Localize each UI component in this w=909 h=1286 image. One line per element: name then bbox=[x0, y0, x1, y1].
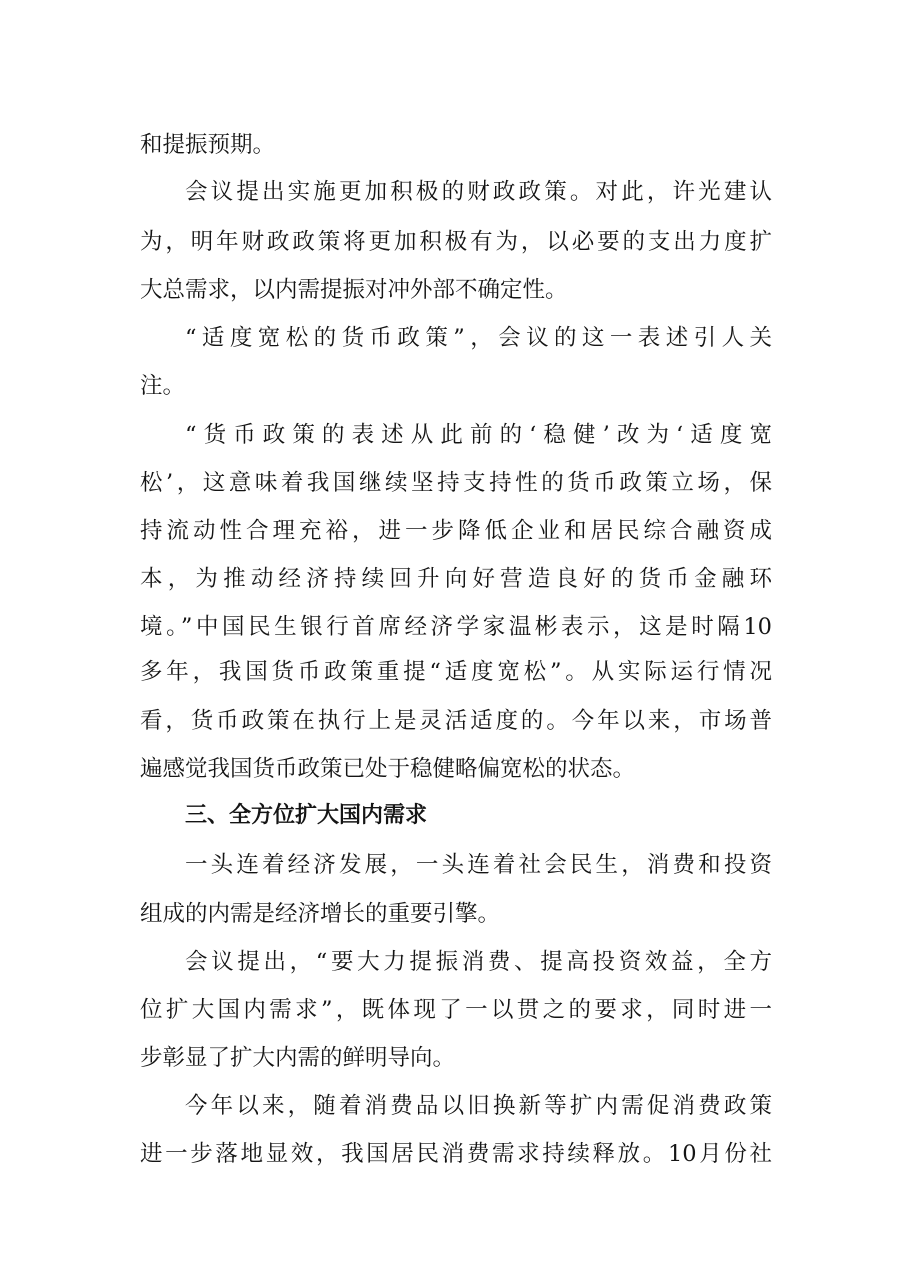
paragraph-line: 遍感觉我国货币政策已处于稳健略偏宽松的状态。 bbox=[140, 756, 636, 782]
paragraph-line: 会议提出，“要大力提振消费、提高投资效益，全方 bbox=[185, 949, 772, 975]
paragraph-line: 注。 bbox=[140, 373, 186, 399]
paragraph-line: 大总需求，以内需提振对冲外部不确定性。 bbox=[140, 277, 568, 303]
paragraph-line: 步彰显了扩大内需的鲜明导向。 bbox=[140, 1045, 456, 1071]
paragraph-line: 持流动性合理充裕，进一步降低企业和居民综合融资成 bbox=[140, 518, 772, 544]
paragraph-line: 今年以来，随着消费品以旧换新等扩内需促消费政策 bbox=[185, 1093, 772, 1119]
paragraph-line: 进一步落地显效，我国居民消费需求持续释放。10月份社 bbox=[140, 1141, 772, 1167]
paragraph-line: 为，明年财政政策将更加积极有为，以必要的支出力度扩 bbox=[140, 229, 772, 255]
section-heading: 三、全方位扩大国内需求 bbox=[185, 803, 428, 828]
paragraph-line: 本，为推动经济持续回升向好营造良好的货币金融环 bbox=[140, 566, 772, 592]
paragraph-line: “货币政策的表述从此前的‘稳健’改为‘适度宽 bbox=[185, 422, 772, 448]
paragraph-line: 多年，我国货币政策重提“适度宽松”。从实际运行情况 bbox=[140, 659, 772, 685]
paragraph-line: 组成的内需是经济增长的重要引擎。 bbox=[140, 901, 501, 927]
paragraph-line: 会议提出实施更加积极的财政政策。对此，许光建认 bbox=[185, 179, 772, 205]
paragraph-line: 境。”中国民生银行首席经济学家温彬表示，这是时隔10 bbox=[140, 614, 772, 640]
paragraph-line: 看，货币政策在执行上是灵活适度的。今年以来，市场普 bbox=[140, 708, 772, 734]
paragraph-line: 位扩大国内需求”，既体现了一以贯之的要求，同时进一 bbox=[140, 997, 772, 1023]
paragraph-line: 和提振预期。 bbox=[140, 132, 276, 158]
paragraph-line: 一头连着经济发展，一头连着社会民生，消费和投资 bbox=[185, 852, 772, 878]
paragraph-line: 松’，这意味着我国继续坚持支持性的货币政策立场，保 bbox=[140, 470, 772, 496]
paragraph-line: “适度宽松的货币政策”，会议的这一表述引人关 bbox=[185, 325, 772, 351]
